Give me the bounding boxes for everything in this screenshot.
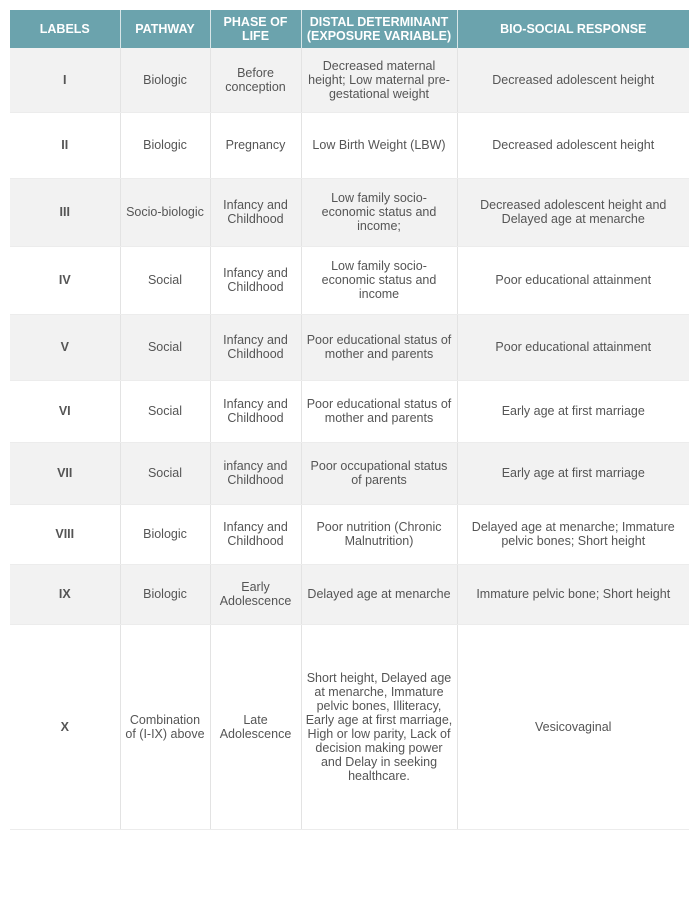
table-row bbox=[10, 504, 689, 564]
row-determinant: Poor educational status of mother and parents bbox=[301, 380, 457, 442]
row-label: VI bbox=[10, 380, 120, 442]
row-determinant: Decreased maternal height; Low maternal pre-gestational weight bbox=[301, 48, 457, 112]
table-row bbox=[10, 112, 689, 178]
row-pathway: Biologic bbox=[120, 564, 210, 624]
header-row bbox=[10, 10, 689, 48]
row-phase: Late Adolescence bbox=[210, 624, 301, 829]
row-response: Poor educational attainment bbox=[457, 314, 689, 380]
row-response: Decreased adolescent height and Delayed age at menarche bbox=[457, 178, 689, 246]
row-response: Early age at first marriage bbox=[457, 380, 689, 442]
header-phase-of-life: PHASE OF LIFE bbox=[210, 10, 301, 48]
row-label: VIII bbox=[10, 504, 120, 564]
row-label: V bbox=[10, 314, 120, 380]
row-determinant: Low family socio-economic status and income bbox=[301, 246, 457, 314]
row-label: VII bbox=[10, 442, 120, 504]
row-determinant: Poor nutrition (Chronic Malnutrition) bbox=[301, 504, 457, 564]
row-determinant: Poor occupational status of parents bbox=[301, 442, 457, 504]
row-label: III bbox=[10, 178, 120, 246]
row-pathway: Combination of (I-IX) above bbox=[120, 624, 210, 829]
row-pathway: Socio-biologic bbox=[120, 178, 210, 246]
row-response: Poor educational attainment bbox=[457, 246, 689, 314]
header-pathway: PATHWAY bbox=[120, 10, 210, 48]
row-pathway: Biologic bbox=[120, 48, 210, 112]
pathway-table bbox=[10, 10, 689, 830]
row-pathway: Social bbox=[120, 246, 210, 314]
row-phase: Infancy and Childhood bbox=[210, 380, 301, 442]
table-row bbox=[10, 564, 689, 624]
row-response: Early age at first marriage bbox=[457, 442, 689, 504]
row-label: IX bbox=[10, 564, 120, 624]
row-phase: Infancy and Childhood bbox=[210, 314, 301, 380]
row-response: Vesicovaginal bbox=[457, 624, 689, 829]
row-pathway: Social bbox=[120, 314, 210, 380]
row-phase: infancy and Childhood bbox=[210, 442, 301, 504]
row-determinant: Low family socio-economic status and income; bbox=[301, 178, 457, 246]
row-label: II bbox=[10, 112, 120, 178]
row-determinant: Short height, Delayed age at menarche, Immature pelvic bones, Illiteracy, Early age at first marriage, High or low parity, Lack of decision making power and Delay in seeking healthcare. bbox=[301, 624, 457, 829]
row-label: X bbox=[10, 624, 120, 829]
row-response: Delayed age at menarche; Immature pelvic bones; Short height bbox=[457, 504, 689, 564]
table-row bbox=[10, 48, 689, 112]
table-row bbox=[10, 246, 689, 314]
row-label: IV bbox=[10, 246, 120, 314]
header-distal-determinant: DISTAL DETERMINANT (EXPOSURE VARIABLE) bbox=[301, 10, 457, 48]
row-phase: Pregnancy bbox=[210, 112, 301, 178]
row-phase: Infancy and Childhood bbox=[210, 504, 301, 564]
row-determinant: Poor educational status of mother and parents bbox=[301, 314, 457, 380]
row-label: I bbox=[10, 48, 120, 112]
table-row bbox=[10, 624, 689, 829]
row-determinant: Delayed age at menarche bbox=[301, 564, 457, 624]
row-phase: Infancy and Childhood bbox=[210, 246, 301, 314]
table-row bbox=[10, 314, 689, 380]
header-labels: LABELS bbox=[10, 10, 120, 48]
table-row bbox=[10, 380, 689, 442]
row-phase: Early Adolescence bbox=[210, 564, 301, 624]
row-pathway: Biologic bbox=[120, 112, 210, 178]
row-response: Immature pelvic bone; Short height bbox=[457, 564, 689, 624]
table-row bbox=[10, 442, 689, 504]
row-pathway: Social bbox=[120, 442, 210, 504]
row-phase: Infancy and Childhood bbox=[210, 178, 301, 246]
table-row bbox=[10, 178, 689, 246]
row-phase: Before conception bbox=[210, 48, 301, 112]
row-determinant: Low Birth Weight (LBW) bbox=[301, 112, 457, 178]
row-pathway: Biologic bbox=[120, 504, 210, 564]
row-response: Decreased adolescent height bbox=[457, 112, 689, 178]
header-bio-social-response: BIO-SOCIAL RESPONSE bbox=[457, 10, 689, 48]
row-pathway: Social bbox=[120, 380, 210, 442]
row-response: Decreased adolescent height bbox=[457, 48, 689, 112]
